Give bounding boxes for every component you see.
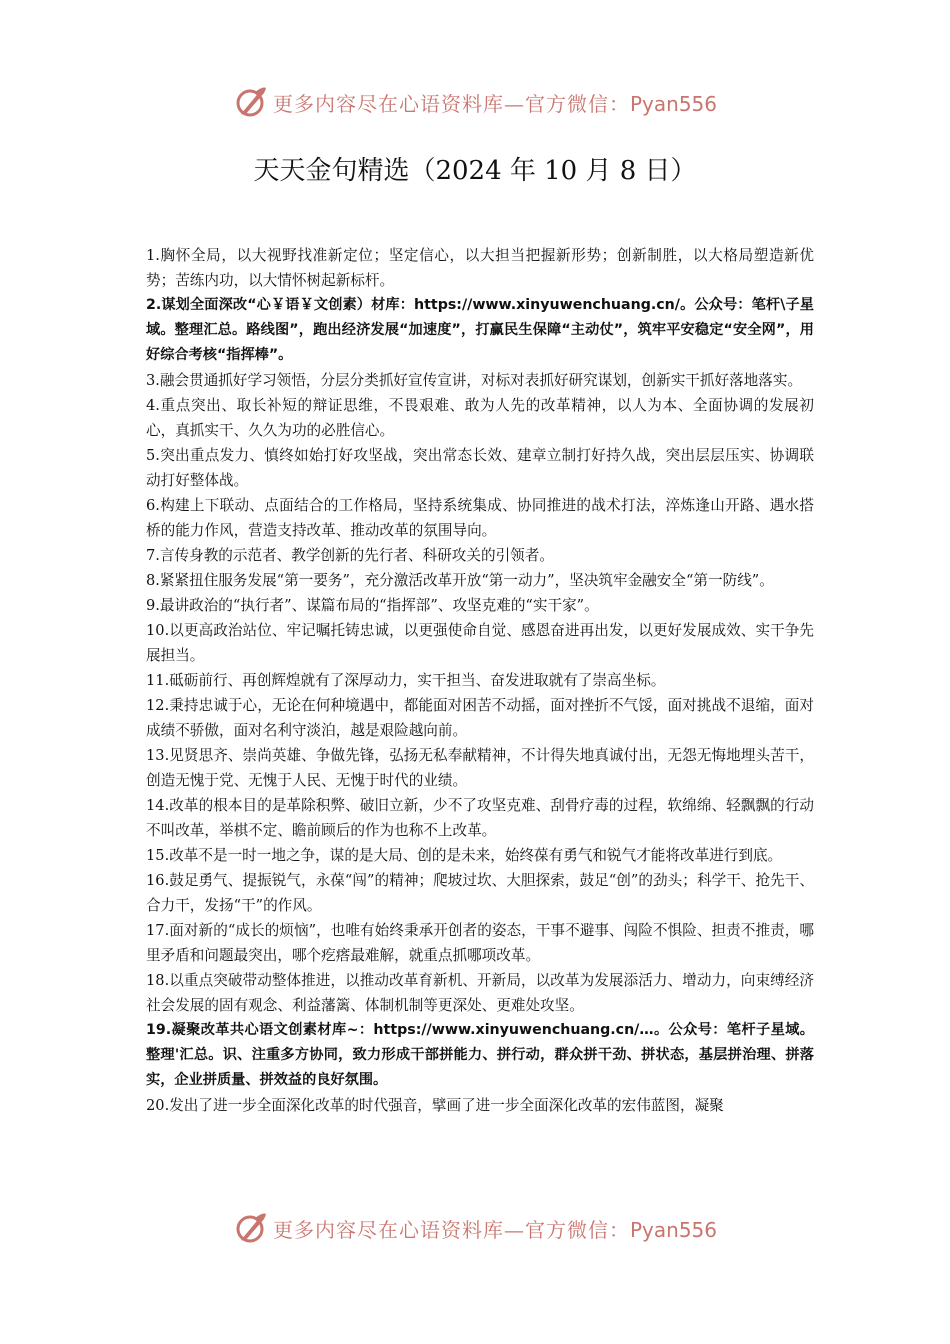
list-item: 18.以重点突破带动整体推进，以推动改革育新机、开新局，以改革为发展添活力、增动力，向束缚经济社会发展的固有观念、利益藩篱、体制机制等更深处、更难处攻坚。: [146, 972, 814, 1014]
footer-banner: [0, 1208, 950, 1248]
list-item: 13.见贤思齐、崇尚英雄、争做先锋，弘扬无私奉献精神，不计得失地真诚付出，无怨无悔地埋头苦干，创造无愧于党、无愧于人民、无愧于时代的业绩。: [146, 747, 814, 789]
quote-list: [146, 243, 814, 1118]
list-item: 10.以更高政治站位、牢记嘱托铸忠诚，以更强使命自觉、感恩奋进再出发，以更好发展成效、实干争先展担当。: [146, 622, 814, 664]
list-item: 15.改革不是一时一地之争，谋的是大局、创的是未来，始终葆有勇气和锐气才能将改革进行到底。: [146, 847, 783, 864]
list-item: 14.改革的根本目的是革除积弊、破旧立新，少不了攻坚克难、刮骨疗毒的过程，软绵绵、轻飘飘的行动不叫改革，举棋不定、瞻前顾后的作为也称不上改革。: [146, 797, 814, 839]
list-item: 5.突出重点发力、慎终如始打好攻坚战，突出常态长效、建章立制打好持久战，突出层层压实、协调联动打好整体战。: [146, 447, 814, 489]
page-title: 天天金句精选（2024 年 10 月 8 日）: [253, 156, 697, 186]
list-item: 8.紧紧扭住服务发展“第一要务”，充分激活改革开放“第一动力”，坚决筑牢金融安全“第一防线”。: [146, 572, 774, 589]
banner-text: 更多内容尽在心语资料库—官方微信：Pyan556: [272, 91, 717, 116]
list-item: 4.重点突出、取长补短的辩证思维，不畏艰难、敢为人先的改革精神，以人为本、全面协调的发展初心，真抓实干、久久为功的必胜信心。: [146, 397, 814, 439]
header-banner: [0, 82, 950, 122]
banner-text: 更多内容尽在心语资料库—官方微信：Pyan556: [272, 1217, 717, 1242]
list-item: 12.秉持忠诚于心，无论在何种境遇中，都能面对困苦不动摇，面对挫折不气馁，面对挑战不退缩，面对成绩不骄傲，面对名利守淡泊，越是艰险越向前。: [146, 697, 814, 739]
list-item: 2.谋划全面深改“心￥语￥文创素）材库：https://www.xinyuwenchuang.cn/。公众号：笔杆\子星域。整理汇总。路线图”，跑出经济发展“加速度”，打赢民生保障“主动仗”，筑牢平安稳定“安全网”，用好综合考核“指挥棒”。: [146, 297, 814, 363]
list-item: 7.言传身教的示范者、教学创新的先行者、科研攻关的引领者。: [146, 547, 554, 564]
list-item: 1.胸怀全局，以大视野找准新定位；坚定信心，以大担当把握新形势；创新制胜，以大格局塑造新优势；苦练内功，以大情怀树起新标杆。: [146, 247, 814, 289]
wechat-id: Pyan556: [629, 91, 717, 116]
wechat-id: Pyan556: [629, 1217, 717, 1242]
list-item: 11.砥砺前行、再创辉煌就有了深厚动力，实干担当、奋发进取就有了崇高坐标。: [146, 672, 666, 689]
list-item: 20.发出了进一步全面深化改革的时代强音，擘画了进一步全面深化改革的宏伟蓝图，凝聚: [146, 1097, 724, 1114]
list-item: 3.融会贯通抓好学习领悟，分层分类抓好宣传宣讲，对标对表抓好研究谋划，创新实干抓好落地落实。: [146, 372, 803, 389]
list-item: 9.最讲政治的“执行者”、谋篇布局的“指挥部”、攻坚克难的“实干家”。: [146, 597, 599, 614]
list-item: 16.鼓足勇气、提振锐气，永葆“闯”的精神；爬坡过坎、大胆探索，鼓足“创”的劲头；科学干、抢先干、合力干，发扬“干”的作风。: [146, 872, 814, 914]
list-item: 17.面对新的“成长的烦恼”，也唯有始终秉承开创者的姿态，干事不避事、闯险不惧险、担责不推责，哪里矛盾和问题最突出，哪个疙瘩最难解，就重点抓哪项改革。: [146, 922, 814, 964]
quill-logo-icon: [233, 1210, 269, 1246]
quill-logo-icon: [233, 84, 269, 120]
list-item: 19.凝聚改革共心语文创素材库~：https://www.xinyuwenchuang.cn/…。公众号：笔杆子星域。整理'汇总。识、注重多方协同，致力形成干部拼能力、拼行动，群众拼干劲、拼状态，基层拼治理、拼落实，企业拼质量、拼效益的良好氛围。: [146, 1022, 814, 1088]
list-item: 6.构建上下联动、点面结合的工作格局，坚持系统集成、协同推进的战术打法，淬炼逢山开路、遇水搭桥的能力作风，营造支持改革、推动改革的氛围导向。: [146, 497, 814, 539]
